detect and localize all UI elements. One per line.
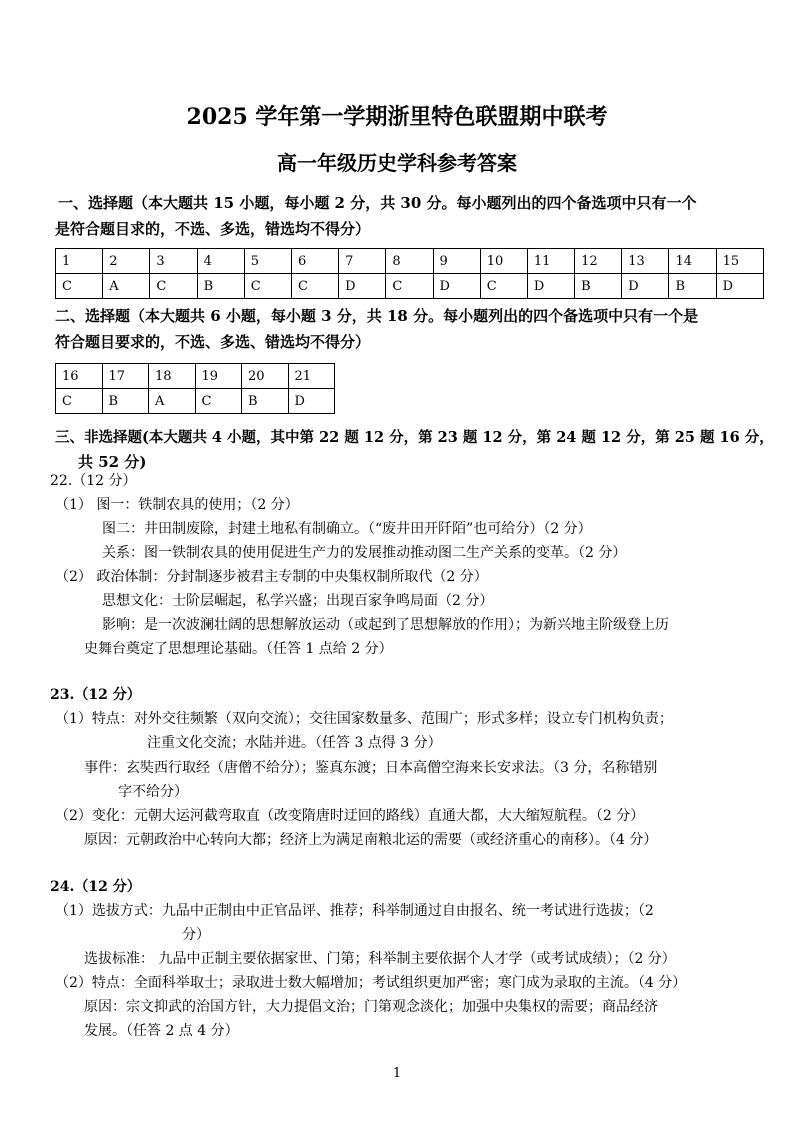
q24-line: （1）选拔方式：九品中正制由中正官品评、推荐；科举制通过自由报名、统一考试进行选拔；（2: [55, 903, 654, 919]
answer-cell: C: [244, 274, 291, 299]
table-row: [56, 389, 335, 414]
answer-cell: C: [56, 274, 103, 299]
answer-cell: D: [527, 274, 574, 299]
table-row: [56, 249, 764, 274]
answer-cell: D: [339, 274, 386, 299]
question-number: 12: [575, 249, 622, 274]
question-number: 13: [622, 249, 669, 274]
q22-line: （1） 图一：铁制农具的使用；（2 分）: [55, 497, 299, 513]
answer-cell: D: [716, 274, 763, 299]
q24-line: 发展。（任答 2 点 4 分）: [84, 1023, 239, 1039]
page-title: 2025 学年第一学期浙里特色联盟期中联考: [186, 104, 608, 130]
answer-cell: C: [56, 389, 103, 414]
q23-heading: 23.（12 分）: [50, 687, 141, 703]
question-number: 2: [103, 249, 150, 274]
q22-line: 思想文化：士阶层崛起，私学兴盛；出现百家争鸣局面（2 分）: [102, 593, 494, 609]
question-number: 7: [339, 249, 386, 274]
answer-cell: C: [386, 274, 433, 299]
answer-cell: B: [102, 389, 149, 414]
q23-line: （2）变化：元朝大运河截弯取直（改变隋唐时迂回的路线）直通大都，大大缩短航程。（2 分）: [55, 808, 645, 824]
question-number: 11: [527, 249, 574, 274]
q23-line: 原因：元朝政治中心转向大都；经济上为满足南粮北运的需要（或经济重心的南移）。（4 分）: [84, 832, 658, 848]
answer-cell: C: [291, 274, 338, 299]
answer-cell: D: [288, 389, 335, 414]
answer-cell: B: [197, 274, 244, 299]
q24-line: 选拔标准： 九品中正制主要依据家世、门第；科举制主要依据个人才学（或考试成绩）；（2 分）: [84, 951, 676, 967]
q24-heading: 24.（12 分）: [50, 879, 141, 895]
question-number: 6: [291, 249, 338, 274]
answer-cell: A: [103, 274, 150, 299]
section1-heading-cont: 是符合题目求的，不选、多选，错选均不得分）: [55, 220, 371, 238]
q22-line: 影响：是一次波澜壮阔的思想解放运动（或起到了思想解放的作用）；为新兴地主阶级登上历: [102, 617, 669, 633]
answer-cell: C: [150, 274, 197, 299]
question-number: 21: [288, 364, 335, 389]
question-number: 10: [480, 249, 527, 274]
answer-table-1: [55, 248, 764, 299]
question-number: 19: [195, 364, 242, 389]
q22-line: （2） 政治体制：分封制逐步被君主专制的中央集权制所取代（2 分）: [55, 569, 488, 585]
question-number: 5: [244, 249, 291, 274]
answer-cell: A: [149, 389, 196, 414]
q23-line: 事件：玄奘西行取经（唐僧不给分）；鉴真东渡；日本高僧空海来长安求法。（3 分，名称错别: [84, 760, 658, 776]
answer-cell: B: [575, 274, 622, 299]
answer-cell: B: [669, 274, 716, 299]
section1-heading: 一、选择题（本大题共 15 小题，每小题 2 分，共 30 分。每小题列出的四个备选项中只有一个: [58, 194, 697, 212]
answer-cell: C: [195, 389, 242, 414]
question-number: 17: [102, 364, 149, 389]
question-number: 18: [149, 364, 196, 389]
question-number: 15: [716, 249, 763, 274]
q23-line: 字不给分）: [118, 784, 188, 800]
section3-heading: 三、非选择题(本大题共 4 小题，其中第 22 题 12 分，第 23 题 12 分，第 24 题 12 分，第 25 题 16 分，: [55, 429, 774, 446]
q22-line: 史舞台奠定了思想理论基础。（任答 1 点给 2 分）: [84, 641, 393, 657]
question-number: 9: [433, 249, 480, 274]
answer-cell: C: [480, 274, 527, 299]
answer-cell: B: [242, 389, 289, 414]
question-number: 4: [197, 249, 244, 274]
table-row: [56, 364, 335, 389]
q24-line: （2）特点：全面科举取士；录取进士数大幅增加；考试组织更加严密；寒门成为录取的主流。（4 分）: [55, 975, 687, 991]
section3-heading-cont: 共 52 分): [78, 453, 147, 471]
question-number: 20: [242, 364, 289, 389]
answer-table-2: [55, 363, 335, 414]
question-number: 14: [669, 249, 716, 274]
section2-heading: 二、选择题（本大题共 6 小题，每小题 3 分，共 18 分。每小题列出的四个备选项中只有一个是: [55, 307, 699, 325]
page-number: 1: [392, 1066, 402, 1081]
q24-line: 分）: [182, 927, 210, 943]
answer-cell: D: [622, 274, 669, 299]
answer-cell: D: [433, 274, 480, 299]
page-subtitle: 高一年级历史学科参考答案: [277, 151, 517, 175]
q24-line: 原因：宗文抑武的治国方针，大力提倡文治；门第观念淡化；加强中央集权的需要；商品经济: [84, 999, 658, 1015]
q22-line: 关系：图一铁制农具的使用促进生产力的发展推动推动图二生产关系的变革。（2 分）: [102, 545, 627, 561]
question-number: 16: [56, 364, 103, 389]
question-number: 3: [150, 249, 197, 274]
q23-line: （1）特点：对外交往频繁（双向交流）；交往国家数量多、范围广；形式多样；设立专门机构负责；: [55, 711, 673, 727]
question-number: 1: [56, 249, 103, 274]
question-number: 8: [386, 249, 433, 274]
q23-line: 注重文化交流；水陆并进。（任答 3 点得 3 分）: [147, 735, 442, 751]
table-row: [56, 274, 764, 299]
q22-line: 图二：井田制废除，封建土地私有制确立。（“废井田开阡陌”也可给分）（2 分）: [102, 521, 592, 537]
section2-heading-cont: 符合题目要求的，不选、多选、错选均不得分）: [55, 333, 371, 351]
q22-heading: 22.（12 分）: [50, 473, 137, 489]
